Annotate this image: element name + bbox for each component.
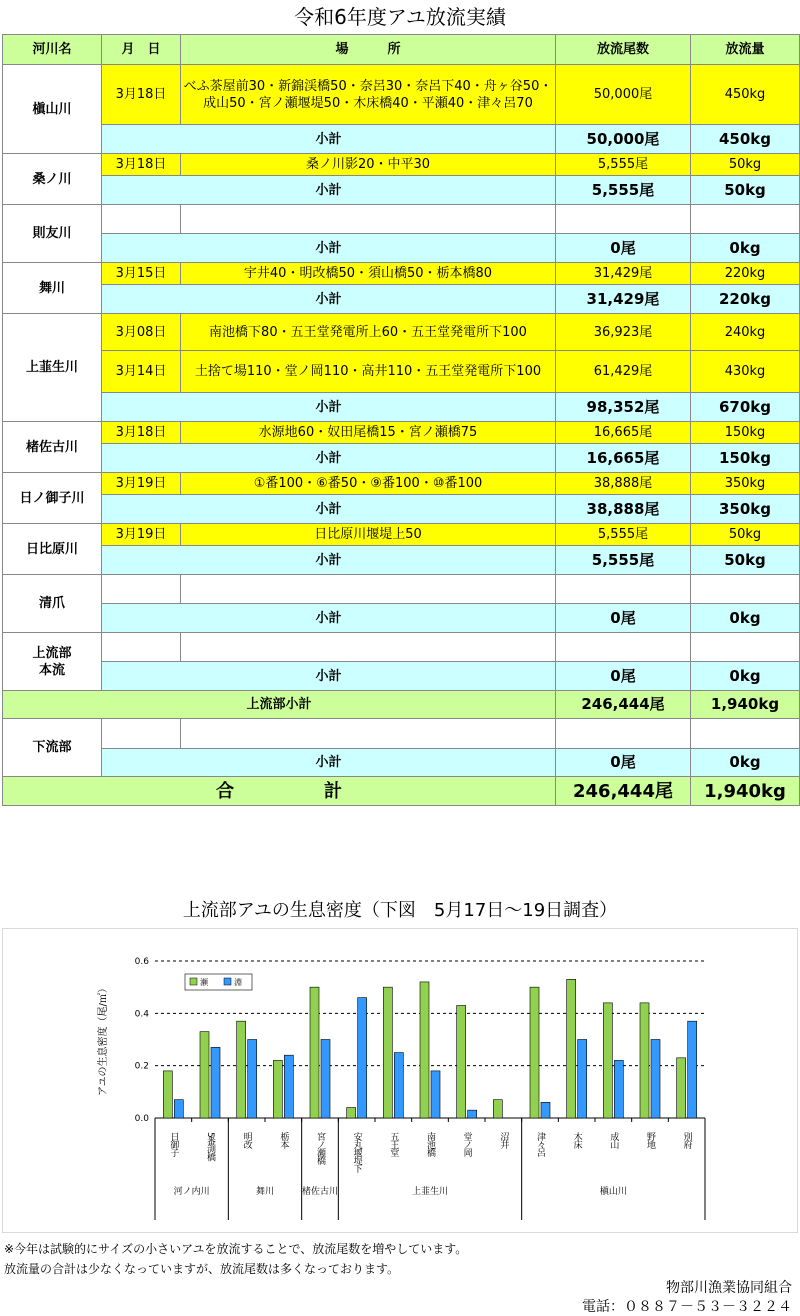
release-place (181, 633, 556, 662)
bar-se (273, 1060, 282, 1118)
group-label: 楮佐古川 (301, 1187, 339, 1197)
bar-se (347, 1108, 356, 1118)
bar-se (603, 1003, 612, 1118)
category-label: 明改 (241, 1132, 252, 1148)
table-row (3, 422, 800, 444)
grand-total-row (3, 777, 800, 806)
bar-fuchi (394, 1053, 403, 1118)
release-place: 南池橋下80・五王堂発電所上60・五王堂発電所下100 (181, 314, 556, 351)
upper-subtotal-label: 上流部小計 (3, 691, 556, 719)
subtotal-count: 38,888尾 (556, 495, 691, 524)
subtotal-amount: 0kg (691, 604, 800, 633)
release-amount (691, 719, 800, 749)
bar-se (640, 1003, 649, 1118)
bar-se (420, 982, 429, 1118)
grand-total-count: 246,444尾 (556, 777, 691, 806)
release-amount: 220kg (691, 263, 800, 285)
density-chart-svg (2, 928, 798, 1233)
release-date: 3月18日 (102, 154, 181, 176)
subtotal-row (3, 662, 800, 691)
release-count (556, 719, 691, 749)
river-name: 上流部 本流 (3, 633, 102, 691)
subtotal-count: 0尾 (556, 749, 691, 777)
release-date: 3月08日 (102, 314, 181, 351)
subtotal-row (3, 444, 800, 473)
release-count (556, 575, 691, 604)
grand-total-label: 合 計 (3, 777, 556, 806)
category-label: 安丸堰堤下 (351, 1132, 362, 1172)
table-row (3, 633, 800, 662)
river-name: 上韮生川 (3, 314, 102, 422)
subtotal-row (3, 495, 800, 524)
category-label: 五王堂 (388, 1132, 399, 1156)
table-row (3, 65, 800, 125)
table-row (3, 719, 800, 749)
river-name: 下流部 (3, 719, 102, 777)
release-amount: 50kg (691, 154, 800, 176)
category-label: 宮ノ瀬橋 (315, 1132, 325, 1164)
header-river: 河川名 (3, 35, 102, 65)
release-amount (691, 633, 800, 662)
release-amount (691, 575, 800, 604)
release-place (181, 575, 556, 604)
header-amount: 放流量 (691, 35, 800, 65)
subtotal-amount: 450kg (691, 125, 800, 154)
bar-fuchi (651, 1040, 660, 1119)
org-name: 物部川漁業協同組合 (666, 1280, 792, 1296)
header-place: 場 所 (181, 35, 556, 65)
header-date: 月 日 (102, 35, 181, 65)
release-place (181, 719, 556, 749)
category-label: 津々呂 (535, 1132, 545, 1156)
category-label: 5番渕橋 (205, 1132, 215, 1161)
grand-total-amount: 1,940kg (691, 777, 800, 806)
subtotal-row (3, 285, 800, 314)
subtotal-row (3, 176, 800, 205)
release-amount: 240kg (691, 314, 800, 351)
chart-title: 上流部アユの生息密度（下図 5月17日～19日調査） (182, 900, 618, 921)
category-label: 日御子 (168, 1132, 179, 1156)
category-label: 野地 (645, 1132, 655, 1148)
release-place: 水源地60・奴田尾橋15・宮ノ瀬橋75 (181, 422, 556, 444)
header-row (3, 35, 800, 65)
page-title: 令和6年度アユ放流実績 (294, 5, 506, 29)
release-place: 日比原川堰堤上50 (181, 524, 556, 546)
y-axis-label: アユの生息密度（尾/㎡） (98, 983, 109, 1096)
subtotal-count: 16,665尾 (556, 444, 691, 473)
group-label: 河ノ内川 (173, 1187, 210, 1197)
upper-subtotal-amount: 1,940kg (691, 691, 800, 719)
release-count: 61,429尾 (556, 351, 691, 393)
release-count: 5,555尾 (556, 524, 691, 546)
table-row (3, 263, 800, 285)
release-date: 3月18日 (102, 422, 181, 444)
subtotal-amount: 150kg (691, 444, 800, 473)
release-count (556, 205, 691, 234)
subtotal-label: 小計 (102, 393, 556, 422)
subtotal-label: 小計 (102, 176, 556, 205)
bar-fuchi (468, 1110, 477, 1118)
y-tick-label: 0.2 (134, 1061, 149, 1072)
subtotal-label: 小計 (102, 285, 556, 314)
table-row (3, 205, 800, 234)
subtotal-amount: 670kg (691, 393, 800, 422)
release-count: 50,000尾 (556, 65, 691, 125)
legend-label-fuchi: 淵 (234, 978, 242, 987)
bar-se (200, 1032, 209, 1118)
release-date: 3月14日 (102, 351, 181, 393)
bar-se (383, 987, 392, 1118)
y-tick-label: 0.0 (134, 1114, 149, 1124)
bar-fuchi (614, 1060, 623, 1118)
table-row (3, 524, 800, 546)
release-place: 土捨て場110・堂ノ岡110・高井110・五王堂発電所下100 (181, 351, 556, 393)
group-label: 舞川 (255, 1187, 275, 1197)
bar-se (493, 1100, 502, 1118)
bar-fuchi (358, 998, 367, 1118)
subtotal-amount: 0kg (691, 749, 800, 777)
subtotal-label: 小計 (102, 234, 556, 263)
bar-fuchi (688, 1021, 697, 1118)
upper-subtotal-count: 246,444尾 (556, 691, 691, 719)
bar-se (457, 1005, 466, 1118)
subtotal-count: 98,352尾 (556, 393, 691, 422)
release-date (102, 719, 181, 749)
bar-fuchi (248, 1040, 257, 1119)
release-date (102, 633, 181, 662)
release-amount: 430kg (691, 351, 800, 393)
river-name: 日比原川 (3, 524, 102, 575)
bar-fuchi (174, 1100, 183, 1118)
release-place (181, 205, 556, 234)
bar-fuchi (431, 1071, 440, 1118)
table-row (3, 473, 800, 495)
legend-swatch-fuchi (224, 978, 231, 985)
release-date: 3月19日 (102, 524, 181, 546)
category-label: 成山 (608, 1132, 619, 1148)
upper-subtotal-row (3, 691, 800, 719)
category-label: 沼井 (498, 1132, 509, 1148)
river-name: 舞川 (3, 263, 102, 314)
release-amount: 50kg (691, 524, 800, 546)
bar-se (237, 1021, 246, 1118)
release-place: 宇井40・明改橋50・須山橋50・栃本橋80 (181, 263, 556, 285)
bar-se (310, 987, 319, 1118)
river-name: 日ノ御子川 (3, 473, 102, 524)
org-phone: 電話：０８８７－５３－３２２４ (582, 1299, 792, 1315)
river-name: 槇山川 (3, 65, 102, 154)
table-row (3, 351, 800, 393)
release-amount: 450kg (691, 65, 800, 125)
category-label: 堂ノ岡 (461, 1132, 472, 1156)
release-table-body (3, 65, 800, 806)
release-count: 36,923尾 (556, 314, 691, 351)
subtotal-label: 小計 (102, 125, 556, 154)
subtotal-label: 小計 (102, 662, 556, 691)
table-row (3, 314, 800, 351)
release-place: 桑ノ川影20・中平30 (181, 154, 556, 176)
subtotal-count: 0尾 (556, 234, 691, 263)
subtotal-amount: 0kg (691, 662, 800, 691)
subtotal-amount: 350kg (691, 495, 800, 524)
release-amount: 350kg (691, 473, 800, 495)
bar-se (530, 987, 539, 1118)
release-date: 3月18日 (102, 65, 181, 125)
river-name: 則友川 (3, 205, 102, 263)
bar-fuchi (578, 1040, 587, 1119)
subtotal-row (3, 604, 800, 633)
release-count: 5,555尾 (556, 154, 691, 176)
bar-fuchi (321, 1040, 330, 1119)
bar-fuchi (284, 1055, 293, 1118)
bar-fuchi (541, 1102, 550, 1118)
legend-swatch-se (190, 978, 197, 985)
release-date (102, 205, 181, 234)
subtotal-amount: 50kg (691, 176, 800, 205)
subtotal-label: 小計 (102, 604, 556, 633)
density-chart (2, 928, 798, 1233)
category-label: 別府 (681, 1132, 692, 1148)
release-amount: 150kg (691, 422, 800, 444)
subtotal-row (3, 546, 800, 575)
subtotal-label: 小計 (102, 495, 556, 524)
group-label: 槇山川 (599, 1187, 627, 1197)
river-name: 清爪 (3, 575, 102, 633)
subtotal-row (3, 234, 800, 263)
category-label: 栃本 (278, 1132, 289, 1148)
subtotal-amount: 0kg (691, 234, 800, 263)
bar-fuchi (211, 1047, 220, 1118)
table-row (3, 575, 800, 604)
release-date: 3月19日 (102, 473, 181, 495)
subtotal-count: 31,429尾 (556, 285, 691, 314)
subtotal-count: 50,000尾 (556, 125, 691, 154)
subtotal-amount: 220kg (691, 285, 800, 314)
subtotal-label: 小計 (102, 546, 556, 575)
y-tick-label: 0.4 (134, 1009, 149, 1020)
bar-se (677, 1058, 686, 1118)
y-tick-label: 0.6 (134, 957, 149, 967)
release-count: 38,888尾 (556, 473, 691, 495)
note-line-2: 放流量の合計は少なくなっていますが、放流尾数は多くなっております。 (4, 1262, 400, 1276)
river-name: 楮佐古川 (3, 422, 102, 473)
release-amount (691, 205, 800, 234)
subtotal-count: 0尾 (556, 662, 691, 691)
group-label: 上韮生川 (411, 1187, 449, 1197)
subtotal-label: 小計 (102, 749, 556, 777)
release-date: 3月15日 (102, 263, 181, 285)
release-place: ①番100・⑥番50・⑨番100・⑩番100 (181, 473, 556, 495)
release-count: 16,665尾 (556, 422, 691, 444)
subtotal-label: 小計 (102, 444, 556, 473)
subtotal-count: 5,555尾 (556, 546, 691, 575)
release-count (556, 633, 691, 662)
bar-se (567, 979, 576, 1118)
subtotal-row (3, 125, 800, 154)
release-table (2, 34, 800, 806)
subtotal-row (3, 393, 800, 422)
bar-se (163, 1071, 172, 1118)
release-date (102, 575, 181, 604)
release-count: 31,429尾 (556, 263, 691, 285)
subtotal-row (3, 749, 800, 777)
subtotal-amount: 50kg (691, 546, 800, 575)
header-count: 放流尾数 (556, 35, 691, 65)
note-line-1: ※今年は試験的にサイズの小さいアユを放流することで、放流尾数を増やしています。 (4, 1242, 468, 1256)
river-name: 桑ノ川 (3, 154, 102, 205)
table-row (3, 154, 800, 176)
legend-label-se: 瀬 (200, 978, 208, 987)
category-label: 木床 (571, 1132, 582, 1148)
category-label: 南池橋 (425, 1132, 435, 1156)
release-place: べふ茶屋前30・新錦渓橋50・奈呂30・奈呂下40・舟ヶ谷50・成山50・宮ノ瀬堰堤50・木床橋40・平瀬40・津々呂70 (181, 65, 556, 125)
subtotal-count: 5,555尾 (556, 176, 691, 205)
subtotal-count: 0尾 (556, 604, 691, 633)
